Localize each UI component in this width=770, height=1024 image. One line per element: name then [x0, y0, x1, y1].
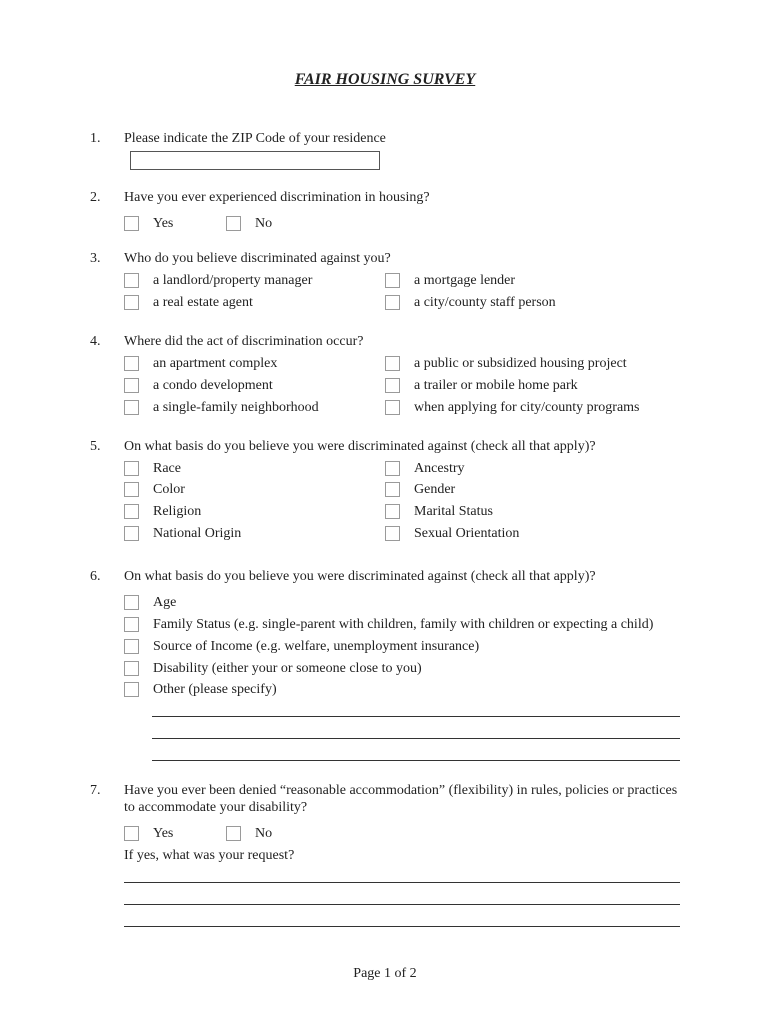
q3-option-staff-person[interactable] — [385, 293, 556, 311]
q2-yes-checkbox[interactable] — [124, 216, 139, 231]
q4-public-housing-checkbox[interactable] — [385, 356, 400, 371]
q5-option-race[interactable] — [124, 459, 181, 477]
q5-gender-checkbox[interactable] — [385, 482, 400, 497]
q6-other-specify-line-1[interactable] — [152, 716, 680, 717]
q6-other-checkbox[interactable] — [124, 682, 139, 697]
q4-apartment-label: an apartment complex — [153, 355, 278, 371]
q1-number: 1. — [90, 131, 101, 146]
q4-option-trailer-park[interactable] — [385, 376, 578, 394]
q6-option-age[interactable] — [124, 593, 176, 611]
q7-yes-label: Yes — [153, 825, 174, 841]
q5-option-sexual-orientation[interactable] — [385, 524, 519, 542]
q5-option-gender[interactable] — [385, 480, 455, 498]
q3-staff-person-label: a city/county staff person — [414, 294, 556, 310]
q7-request-line-2[interactable] — [124, 904, 680, 905]
q3-real-estate-agent-label: a real estate agent — [153, 294, 253, 310]
q6-text: On what basis do you believe you were discriminated against (check all that apply)? — [124, 569, 596, 584]
q4-option-single-family[interactable] — [124, 398, 319, 416]
q6-other-specify-line-3[interactable] — [152, 760, 680, 761]
q4-number: 4. — [90, 334, 101, 349]
q7-text: Have you ever been denied “reasonable accommodation” (flexibility) in rules, policies or practices to accommodate your disability? — [124, 783, 678, 815]
q3-option-mortgage-lender[interactable] — [385, 271, 515, 289]
q5-option-marital-status[interactable] — [385, 502, 493, 520]
q4-trailer-park-label: a trailer or mobile home park — [414, 377, 578, 393]
q5-gender-label: Gender — [414, 481, 456, 497]
q5-text: On what basis do you believe you were discriminated against (check all that apply)? — [124, 439, 596, 454]
q2-option-yes[interactable] — [124, 214, 173, 232]
q4-single-family-label: a single-family neighborhood — [153, 399, 319, 415]
q4-trailer-park-checkbox[interactable] — [385, 378, 400, 393]
q6-disability-checkbox[interactable] — [124, 661, 139, 676]
q3-option-real-estate-agent[interactable] — [124, 293, 253, 311]
q5-ancestry-label: Ancestry — [414, 460, 465, 476]
q5-religion-checkbox[interactable] — [124, 504, 139, 519]
q3-mortgage-lender-checkbox[interactable] — [385, 273, 400, 288]
q5-national-origin-checkbox[interactable] — [124, 526, 139, 541]
q7-request-line-3[interactable] — [124, 926, 680, 927]
q4-apartment-checkbox[interactable] — [124, 356, 139, 371]
q7-option-yes[interactable] — [124, 824, 173, 842]
q7-followup-text: If yes, what was your request? — [124, 848, 295, 863]
q2-yes-label: Yes — [153, 215, 174, 231]
q2-text: Have you ever experienced discrimination in housing? — [124, 190, 430, 205]
q3-mortgage-lender-label: a mortgage lender — [414, 272, 516, 288]
q3-number: 3. — [90, 251, 101, 266]
q2-option-no[interactable] — [226, 214, 272, 232]
q5-race-checkbox[interactable] — [124, 461, 139, 476]
zip-code-input[interactable] — [130, 151, 380, 170]
q6-option-disability[interactable] — [124, 659, 422, 677]
q4-option-condo[interactable] — [124, 376, 273, 394]
q5-color-label: Color — [153, 481, 185, 497]
q6-source-of-income-label: Source of Income (e.g. welfare, unemployment insurance) — [153, 638, 480, 654]
q5-option-ancestry[interactable] — [385, 459, 465, 477]
q5-marital-status-label: Marital Status — [414, 503, 493, 519]
q6-family-status-label: Family Status (e.g. single-parent with children, family with children or expecting a child) — [153, 616, 654, 632]
q5-marital-status-checkbox[interactable] — [385, 504, 400, 519]
q4-option-public-housing[interactable] — [385, 354, 627, 372]
q4-option-city-programs[interactable] — [385, 398, 640, 416]
q6-option-other[interactable] — [124, 680, 277, 698]
q3-landlord-checkbox[interactable] — [124, 273, 139, 288]
q5-race-label: Race — [153, 460, 181, 476]
q6-option-family-status[interactable] — [124, 615, 653, 633]
q6-family-status-checkbox[interactable] — [124, 617, 139, 632]
q7-no-checkbox[interactable] — [226, 826, 241, 841]
q7-option-no[interactable] — [226, 824, 272, 842]
q6-source-of-income-checkbox[interactable] — [124, 639, 139, 654]
q7-yes-checkbox[interactable] — [124, 826, 139, 841]
q5-color-checkbox[interactable] — [124, 482, 139, 497]
q6-option-source-of-income[interactable] — [124, 637, 479, 655]
q5-national-origin-label: National Origin — [153, 525, 242, 541]
q5-option-national-origin[interactable] — [124, 524, 241, 542]
page-footer: Page 1 of 2 — [353, 966, 417, 981]
q3-landlord-label: a landlord/property manager — [153, 272, 313, 288]
q5-sexual-orientation-label: Sexual Orientation — [414, 525, 520, 541]
q7-number: 7. — [90, 783, 101, 798]
q4-public-housing-label: a public or subsidized housing project — [414, 355, 627, 371]
q6-age-label: Age — [153, 594, 177, 610]
q5-option-religion[interactable] — [124, 502, 201, 520]
survey-title: FAIR HOUSING SURVEY — [294, 71, 476, 88]
q5-sexual-orientation-checkbox[interactable] — [385, 526, 400, 541]
q6-number: 6. — [90, 569, 101, 584]
q6-other-label: Other (please specify) — [153, 681, 277, 697]
q4-text: Where did the act of discrimination occur? — [124, 334, 364, 349]
q5-option-color[interactable] — [124, 480, 185, 498]
q6-disability-label: Disability (either your or someone close to you) — [153, 660, 422, 676]
q3-text: Who do you believe discriminated against you? — [124, 251, 391, 266]
q4-city-programs-checkbox[interactable] — [385, 400, 400, 415]
q5-ancestry-checkbox[interactable] — [385, 461, 400, 476]
q5-number: 5. — [90, 439, 101, 454]
q6-age-checkbox[interactable] — [124, 595, 139, 610]
q3-staff-person-checkbox[interactable] — [385, 295, 400, 310]
q5-religion-label: Religion — [153, 503, 202, 519]
q4-condo-label: a condo development — [153, 377, 273, 393]
q4-city-programs-label: when applying for city/county programs — [414, 399, 640, 415]
q4-option-apartment[interactable] — [124, 354, 277, 372]
q3-real-estate-agent-checkbox[interactable] — [124, 295, 139, 310]
q7-no-label: No — [255, 825, 273, 841]
q4-condo-checkbox[interactable] — [124, 378, 139, 393]
q2-no-label: No — [255, 215, 273, 231]
q7-request-line-1[interactable] — [124, 882, 680, 883]
q1-text: Please indicate the ZIP Code of your residence — [124, 131, 386, 146]
q6-other-specify-line-2[interactable] — [152, 738, 680, 739]
q2-no-checkbox[interactable] — [226, 216, 241, 231]
q3-option-landlord[interactable] — [124, 271, 312, 289]
q4-single-family-checkbox[interactable] — [124, 400, 139, 415]
q2-number: 2. — [90, 190, 101, 205]
